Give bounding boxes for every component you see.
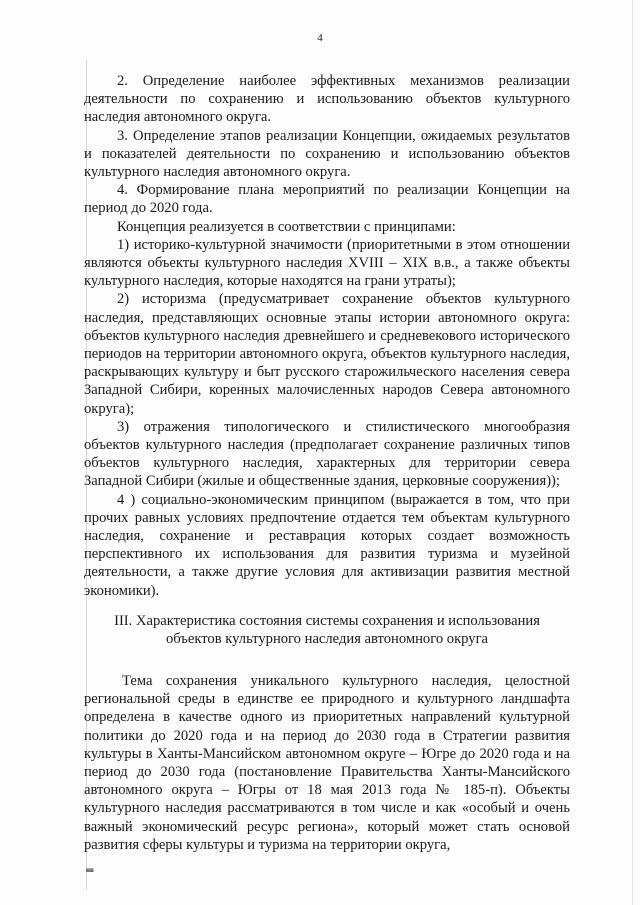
scan-edge-line: [632, 0, 633, 905]
paragraph: Тема сохранения уникального культурного наследия, целостной региональной среды в единстве ее природного и культурного ландшафта определена в качестве одного из приоритетных направлений культурной политики до 2020 года и на период до 2030 года в Стратегии развития культуры в Ханты-Мансийском автономном округе – Югре до 2020 года и на период до 2030 года (постановление Правительства Ханты-Мансийского автономного округа – Югры от 18 мая 2013 года № 185-п). Объекты культурного наследия рассматриваются в том числе и как «особый и очень важный экономический ресурс региона», который может стать основой развития сферы культуры и туризма на территории округа,: [84, 673, 570, 853]
paragraph: 3) отражения типологического и стилистического многообразия объектов культурного наследия (предполагает сохранение различных типов объектов культурного наследия, характерных для территории севера Западной Сибири (жилые и общественные здания, церковные сооружения));: [84, 418, 570, 490]
paragraph: 3. Определение этапов реализации Концепции, ожидаемых результатов и показателей деятельности по сохранению и использованию объектов культурного наследия автономного округа.: [84, 127, 570, 181]
page-number: 4: [317, 32, 323, 44]
section-heading-line2: объектов культурного наследия автономного округа: [165, 631, 489, 648]
paragraph: 2. Определение наиболее эффективных механизмов реализации деятельности по сохранению и использованию объектов культурного наследия автономного округа.: [84, 73, 570, 126]
footer-mark: нв: [86, 866, 94, 874]
paragraph: 4. Формирование плана мероприятий по реализации Концепции на период до 2020 года.: [84, 182, 570, 217]
paragraph: 4 ) социально-экономическим принципом (выражается в том, что при прочих равных условиях предпочтение отдается тем объектам культурного наследия, сохранение и реставрация которых создает возможность перспективного их использования для развития туризма и музейной деятельности, а также другие условия для активизации развития местной экономики).: [84, 491, 570, 599]
body-text-bottom: [84, 672, 570, 854]
section-heading-line1: III. Характеристика состояния системы сохранения и использования: [114, 613, 540, 629]
paragraph: Концепция реализуется в соответствии с принципами:: [117, 218, 456, 235]
paragraph: 1) историко-культурной значимости (приоритетными в этом отношении являются объекты культурного наследия XVIII – XIX в.в., а также объекты культурного наследия, которые находятся на грани утраты);: [84, 236, 570, 290]
body-text-top: [84, 72, 570, 600]
paragraph: 2) историзма (предусматривает сохранение объектов культурного наследия, представляющих основные этапы истории автономного округа: объектов культурного наследия древнейшего и средневекового исторического периодов на территории автономного округа, объектов культурного наследия, раскрывающих культуру и быт русского старожильческого населения севера Западной Сибири, коренных малочисленных народов Севера автономного округа);: [84, 291, 570, 417]
section-heading: [84, 612, 570, 648]
